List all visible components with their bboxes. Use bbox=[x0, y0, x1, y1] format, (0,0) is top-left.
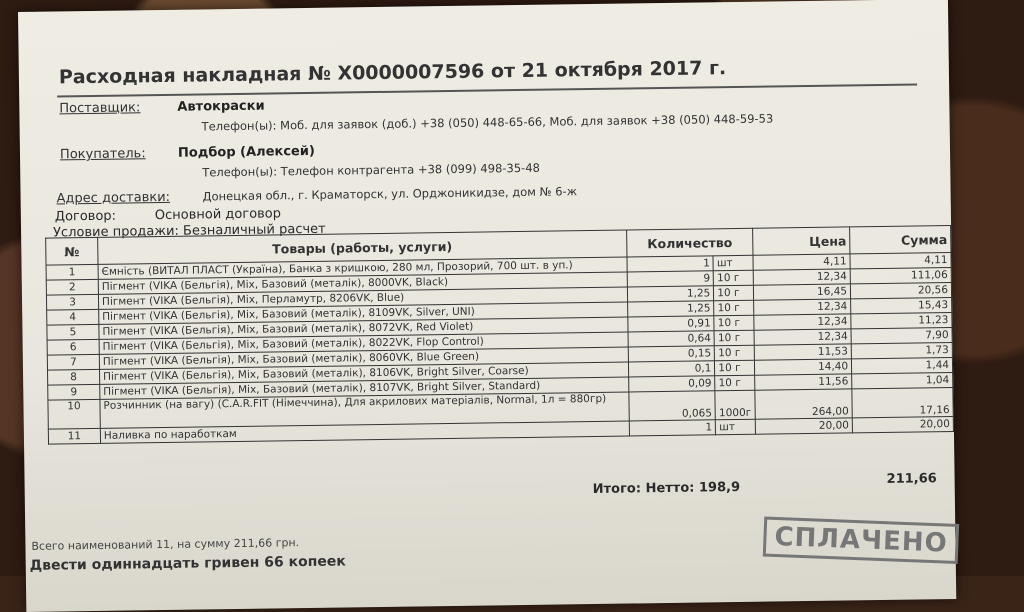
delivery-address-label: Адрес доставки: bbox=[56, 189, 171, 207]
cell-number: 11 bbox=[48, 428, 100, 444]
col-header-quantity: Количество bbox=[626, 228, 753, 257]
cell-price: 12,34 bbox=[753, 269, 850, 285]
contract-value: Основной договор bbox=[154, 206, 282, 224]
cell-goods: Пігмент (VIKA (Бельгія), Mix, Базовий (металік), 8072VK, Red Violet) bbox=[99, 317, 628, 339]
cell-number: 3 bbox=[46, 294, 98, 310]
cell-number: 5 bbox=[47, 324, 99, 340]
cell-number: 7 bbox=[47, 354, 99, 370]
cell-unit: 10 г bbox=[715, 375, 755, 391]
cell-goods: Пігмент (VIKA (Бельгія), Mix, Базовий (металік), 8109VK, Silver, UNI) bbox=[99, 302, 628, 324]
cell-qty: 9 bbox=[627, 271, 714, 287]
cell-price: 12,34 bbox=[754, 314, 851, 330]
cell-unit: 10 г bbox=[715, 360, 755, 376]
contract-label: Договор: bbox=[54, 208, 117, 225]
cell-sum: 17,16 bbox=[852, 387, 953, 417]
cell-unit: шт bbox=[716, 419, 756, 435]
items-table bbox=[45, 225, 954, 445]
buyer-phone: Телефон(ы): Телефон контрагента +38 (099) 498-35-48 bbox=[202, 160, 540, 180]
cell-goods: Розчинник (на вагу) (C.A.R.FIT (Німеччина), Для акрилових матеріалів, Normal, 1л = 880гр) bbox=[100, 392, 629, 428]
cell-qty: 0,64 bbox=[628, 331, 715, 347]
cell-price: 11,53 bbox=[755, 344, 852, 360]
cell-unit: 10 г bbox=[715, 345, 755, 361]
cell-sum: 20,00 bbox=[852, 416, 953, 432]
cell-qty: 1,25 bbox=[627, 286, 714, 302]
cell-qty: 0,09 bbox=[628, 376, 715, 392]
cell-goods: Пігмент (VIKA (Бельгія), Mix, Базовий (металік), 8106VK, Bright Silver, Coarse) bbox=[99, 362, 628, 384]
cell-sum: 20,56 bbox=[850, 282, 951, 298]
cell-goods: Пігмент (VIKA (Бельгія), Mix, Базовий (металік), 8060VK, Blue Green) bbox=[99, 347, 628, 369]
cell-number: 8 bbox=[48, 369, 100, 385]
cell-qty: 1,25 bbox=[627, 301, 714, 317]
cell-sum: 4,11 bbox=[850, 252, 951, 268]
cell-sum: 1,73 bbox=[851, 342, 952, 358]
cell-qty: 1 bbox=[629, 420, 716, 436]
cell-price: 12,34 bbox=[754, 299, 851, 315]
cell-unit: шт bbox=[713, 255, 753, 271]
invoice-paper bbox=[18, 0, 956, 612]
sale-terms: Условие продажи: Безналичный расчет bbox=[52, 221, 326, 241]
supplier-label: Поставщик: bbox=[59, 100, 141, 117]
buyer-name: Подбор (Алексей) bbox=[177, 143, 315, 161]
totals-label bbox=[593, 480, 741, 497]
cell-goods: Пігмент (VIKA (Бельгія), Mix, Базовий (металік), 8000VK, Black) bbox=[98, 272, 627, 294]
cell-qty: 0,065 bbox=[629, 391, 716, 421]
total-label: Итого: bbox=[592, 481, 642, 498]
col-header-sum: Сумма bbox=[850, 226, 951, 254]
cell-qty: 0,1 bbox=[628, 361, 715, 377]
cell-qty: 1 bbox=[627, 256, 714, 272]
net-weight: Нетто: 198,9 bbox=[645, 479, 741, 497]
cell-unit: 10 г bbox=[714, 285, 754, 301]
document-title: Расходная накладная № X0000007596 от 21 октября 2017 г. bbox=[58, 57, 727, 89]
cell-sum: 111,06 bbox=[850, 267, 951, 283]
cell-goods: Ємність (ВИТАЛ ПЛАСТ (Україна), Банка з кришкою, 280 мл, Прозорий, 700 шт. в уп.) bbox=[98, 257, 627, 279]
cell-unit: 1000г bbox=[715, 390, 755, 420]
cell-price: 4,11 bbox=[753, 254, 850, 270]
cell-sum: 1,44 bbox=[852, 357, 953, 373]
cell-sum: 11,23 bbox=[851, 312, 952, 328]
cell-number: 1 bbox=[46, 264, 98, 280]
col-header-goods: Товары (работы, услуги) bbox=[98, 230, 627, 264]
cell-price: 14,40 bbox=[755, 359, 852, 375]
cell-goods: Наливка по наработкам bbox=[100, 421, 629, 443]
cell-unit: 10 г bbox=[714, 330, 754, 346]
cell-price: 20,00 bbox=[756, 418, 853, 434]
cell-price: 11,56 bbox=[755, 374, 852, 390]
cell-number: 2 bbox=[46, 279, 98, 295]
col-header-price: Цена bbox=[753, 227, 850, 255]
cell-number: 6 bbox=[47, 339, 99, 355]
cell-qty: 0,91 bbox=[628, 316, 715, 332]
cell-unit: 10 г bbox=[714, 315, 754, 331]
cell-price: 264,00 bbox=[755, 389, 852, 419]
total-sum: 211,66 bbox=[886, 471, 937, 487]
amount-in-words: Двести одиннадцать гривен 66 копеек bbox=[29, 553, 346, 574]
cell-goods: Пігмент (VIKA (Бельгія), Mix, Базовий (металік), 8107VK, Bright Silver, Standard) bbox=[100, 377, 629, 399]
cell-goods: Пігмент (VIKA (Бельгія), Mix, Перламутр, 8206VK, Blue) bbox=[98, 287, 627, 309]
cell-number: 10 bbox=[48, 399, 100, 429]
cell-number: 4 bbox=[47, 309, 99, 325]
delivery-address: Донецкая обл., г. Краматорск, ул. Орджоникидзе, дом № 6-ж bbox=[202, 184, 578, 204]
cell-unit: 10 г bbox=[714, 300, 754, 316]
cell-sum: 7,90 bbox=[851, 327, 952, 343]
cell-qty: 0,15 bbox=[628, 346, 715, 362]
paid-stamp: СПЛАЧЕНО bbox=[763, 517, 960, 564]
items-count-summary: Всего наименований 11, на сумму 211,66 грн. bbox=[31, 536, 300, 553]
cell-price: 12,34 bbox=[754, 329, 851, 345]
cell-goods: Пігмент (VIKA (Бельгія), Mix, Базовий (металік), 8022VK, Flop Control) bbox=[99, 332, 628, 354]
supplier-phone: Телефон(ы): Моб. для заявок (доб.) +38 (050) 448-65-66, Моб. для заявок +38 (050) 448-59-53 bbox=[201, 111, 774, 134]
cell-unit: 10 г bbox=[714, 270, 754, 286]
buyer-label: Покупатель: bbox=[59, 146, 146, 163]
col-header-number: № bbox=[46, 237, 98, 265]
cell-sum: 15,43 bbox=[851, 297, 952, 313]
supplier-name: Автокраски bbox=[177, 98, 265, 115]
cell-sum: 1,04 bbox=[852, 372, 953, 388]
cell-number: 9 bbox=[48, 384, 100, 400]
cell-price: 16,45 bbox=[754, 284, 851, 300]
